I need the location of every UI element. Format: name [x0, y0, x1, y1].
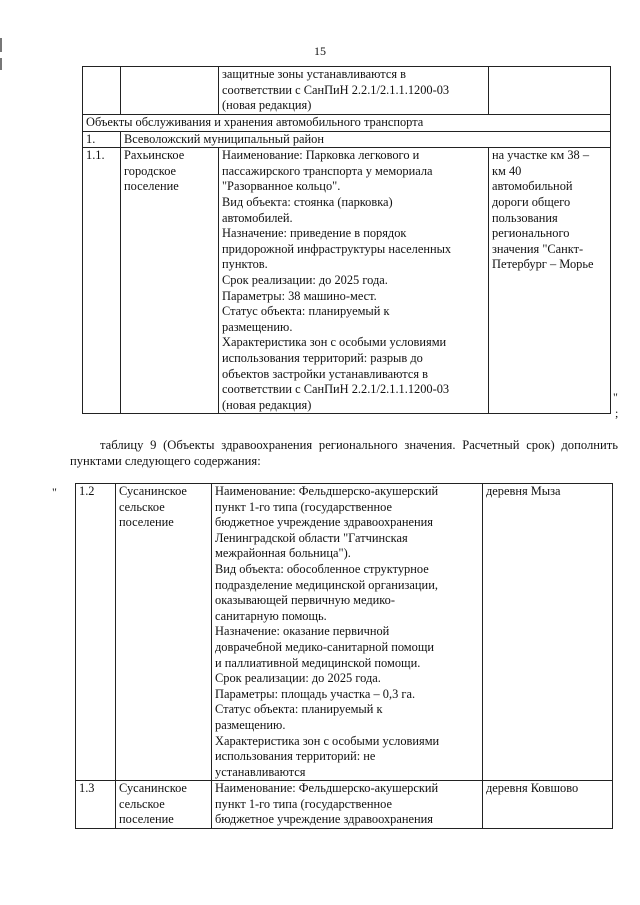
settlement-cell: Рахьинское городское поселение — [121, 148, 219, 414]
table-row — [83, 67, 611, 115]
healthcare-objects-table — [75, 483, 613, 829]
district-name: Всеволожский муниципальный район — [121, 131, 611, 148]
semicolon-mark: ; — [615, 406, 619, 420]
description-cell: Наименование: Парковка легкового и пассажирского транспорта у мемориала "Разорванное кольцо". Вид объекта: стоянка (парковка) автомобилей. Назначение: приведение в порядок придорожной инфраструктуры населенных пунктов. Срок реализации: до 2025 года. Параметры: 38 машино-мест. Статус объекта: планируемый к размещению. Характеристика зон с особыми условиями использования территорий: разрыв до объектов застройки устанавливаются в соответствии с СанПиН 2.2.1/2.1.1.1200-03 (новая редакция) — [219, 148, 489, 414]
section-heading: Объекты обслуживания и хранения автомобильного транспорта — [83, 115, 611, 132]
description-cell: Наименование: Фельдшерско-акушерский пункт 1-го типа (государственное бюджетное учреждение здравоохранения Ленинградской области "Гатчинская межрайонная больница"). Вид объекта: обособленное структурное подразделение медицинской организации, оказывающей первичную медико- санитарную помощь. Назначение: оказание первичной доврачебной медико-санитарной помощи и паллиативной медицинской помощи. Срок реализации: до 2025 года. Параметры: площадь участка – 0,3 га. Статус объекта: планируемый к размещению. Характеристика зон с особыми условиями использования территорий: не устанавливаются — [212, 484, 483, 781]
table-row — [83, 115, 611, 132]
scan-edge-mark — [0, 58, 2, 70]
location-cell: деревня Ковшово — [483, 781, 613, 829]
item-number: 1.1. — [83, 148, 121, 414]
table-row — [76, 781, 613, 829]
closing-quote-mark: " — [613, 390, 618, 404]
table-row — [83, 148, 611, 414]
settlement-cell: Сусанинское сельское поселение — [116, 781, 212, 829]
table-cell-empty — [489, 67, 611, 115]
table-cell-empty — [121, 67, 219, 115]
continued-description-cell: защитные зоны устанавливаются в соответствии с СанПиН 2.2.1/2.1.1.1200-03 (новая редакция) — [219, 67, 489, 115]
item-number: 1.3 — [76, 781, 116, 829]
location-cell: на участке км 38 – км 40 автомобильной дороги общего пользования регионального значения "Санкт- Петербург – Морье — [489, 148, 611, 414]
table-cell-empty — [83, 67, 121, 115]
opening-quote-mark: " — [52, 485, 57, 499]
district-number: 1. — [83, 131, 121, 148]
transport-objects-table — [82, 66, 611, 414]
item-number: 1.2 — [76, 484, 116, 781]
page-number: 15 — [314, 44, 326, 58]
location-cell: деревня Мыза — [483, 484, 613, 781]
description-cell: Наименование: Фельдшерско-акушерский пункт 1-го типа (государственное бюджетное учреждение здравоохранения — [212, 781, 483, 829]
settlement-cell: Сусанинское сельское поселение — [116, 484, 212, 781]
amendment-paragraph: таблицу 9 (Объекты здравоохранения регионального значения. Расчетный срок) дополнить пунктами следующего содержания: — [70, 438, 618, 468]
table-row — [83, 131, 611, 148]
table-row — [76, 484, 613, 781]
